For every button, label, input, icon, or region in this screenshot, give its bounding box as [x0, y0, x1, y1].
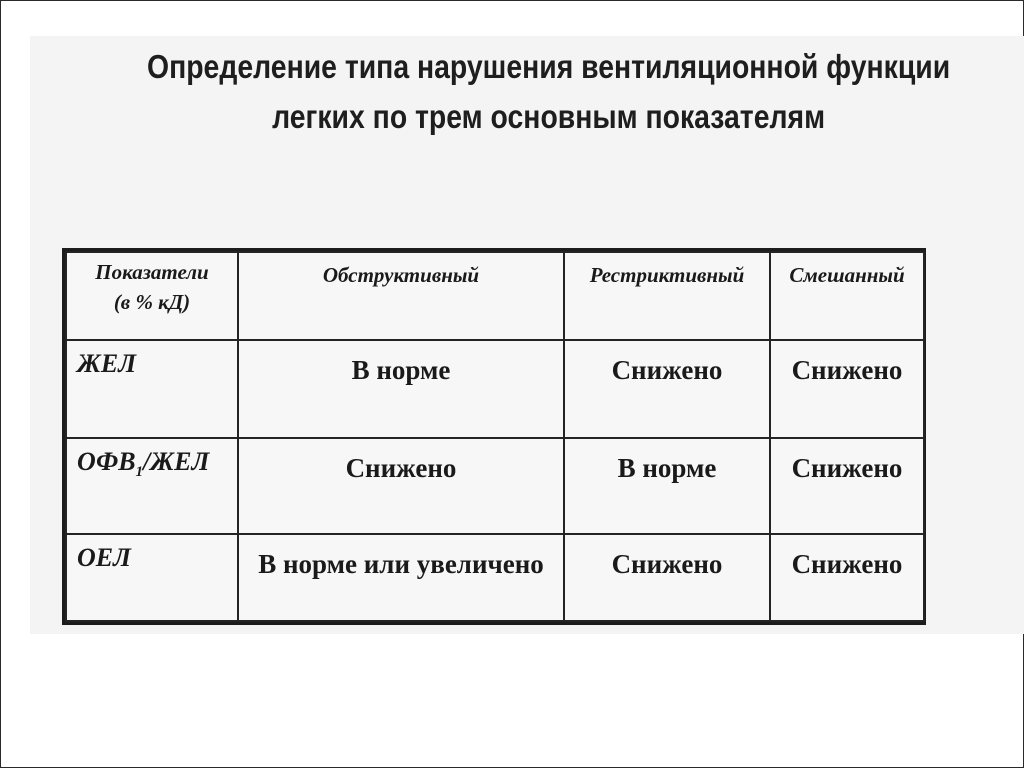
header-indicators [66, 252, 238, 340]
cell-mixed: Снижено [770, 534, 924, 621]
cell-mixed: Снижено [770, 340, 924, 438]
title-line-1: Определение типа нарушения вентиляционной функции [147, 48, 951, 85]
page-title [127, 42, 970, 142]
title-line-2: легких по трем основным показателям [272, 98, 826, 135]
row-label-zhel-tail: /ЖЕЛ [143, 447, 210, 476]
cell-obstructive: В норме [238, 340, 564, 438]
row-label-ofv1-zhel [66, 438, 238, 534]
ventilation-table [62, 248, 926, 625]
header-restrictive: Рестриктивный [564, 252, 770, 340]
header-indicators-line-1: Показатели [95, 260, 209, 284]
header-indicators-line-2: (в % кД) [113, 290, 191, 314]
cell-restrictive: В норме [564, 438, 770, 534]
row-label-ofv: ОФВ [77, 447, 136, 476]
cell-obstructive: В норме или увеличено [238, 534, 564, 621]
table-row [66, 438, 924, 534]
table-header-row [66, 252, 924, 340]
indicators-table [65, 251, 925, 622]
header-obstructive: Обструктивный [238, 252, 564, 340]
table-row [66, 340, 924, 438]
cell-mixed: Снижено [770, 438, 924, 534]
table-row [66, 534, 924, 621]
row-label-oel: ОЕЛ [66, 534, 238, 621]
row-label-subscript: 1 [135, 464, 144, 481]
header-mixed: Смешанный [770, 252, 924, 340]
row-label-zhel: ЖЕЛ [66, 340, 238, 438]
cell-obstructive: Снижено [238, 438, 564, 534]
cell-restrictive: Снижено [564, 340, 770, 438]
cell-restrictive: Снижено [564, 534, 770, 621]
